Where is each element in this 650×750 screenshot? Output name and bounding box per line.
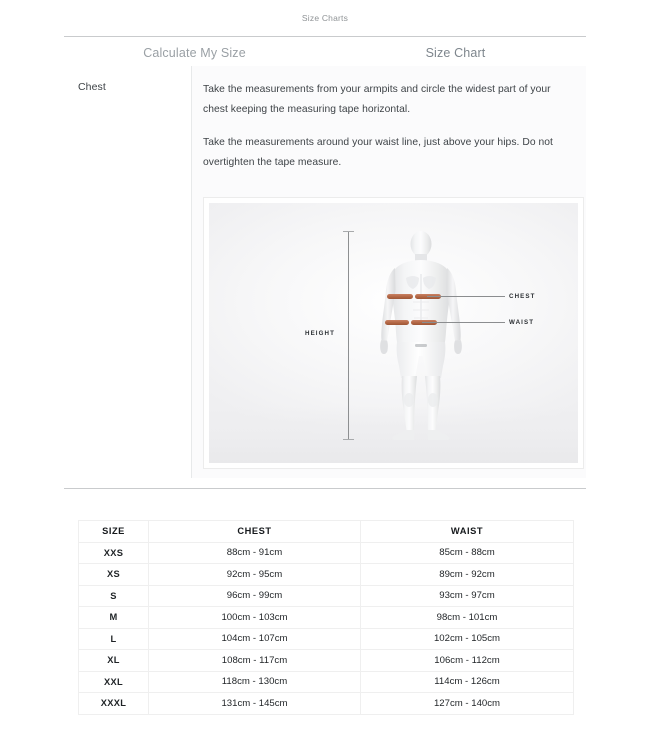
tab-size-chart[interactable]: Size Chart — [325, 37, 586, 69]
cell-chest: 118cm - 130cm — [149, 671, 361, 693]
cell-waist: 89cm - 92cm — [361, 564, 574, 586]
cell-chest: 100cm - 103cm — [149, 607, 361, 629]
cell-size: S — [79, 585, 149, 607]
cell-size: M — [79, 607, 149, 629]
waist-callout-line — [422, 322, 505, 323]
cell-size: XXXL — [79, 693, 149, 715]
cell-size: XS — [79, 564, 149, 586]
tab-bar — [64, 36, 586, 69]
table-row — [79, 693, 574, 715]
column-header-size: SIZE — [79, 521, 149, 543]
measurement-sidebar — [64, 66, 192, 478]
cell-waist: 85cm - 88cm — [361, 542, 574, 564]
waist-instruction-text: Take the measurements around your waist line, just above your hips. Do not overtighten the tape measure. — [203, 137, 553, 169]
cell-size: XXL — [79, 671, 149, 693]
cell-size: L — [79, 628, 149, 650]
measurement-diagram — [203, 197, 584, 469]
cell-waist: 106cm - 112cm — [361, 650, 574, 672]
table-row — [79, 650, 574, 672]
mannequin-figure — [209, 203, 578, 463]
tab-calculate-my-size[interactable]: Calculate My Size — [64, 37, 325, 69]
column-header-waist: WAIST — [361, 521, 574, 543]
table-row — [79, 542, 574, 564]
height-measure-line — [348, 231, 349, 439]
height-cap-bottom-icon — [343, 439, 354, 440]
chest-callout-line — [427, 296, 505, 297]
cell-size: XL — [79, 650, 149, 672]
table-body — [79, 542, 574, 714]
cell-chest: 96cm - 99cm — [149, 585, 361, 607]
waist-callout-label: WAIST — [509, 319, 535, 326]
measurement-instructions — [192, 66, 586, 478]
cell-waist: 93cm - 97cm — [361, 585, 574, 607]
section-divider — [64, 488, 586, 489]
content-panel — [64, 66, 586, 478]
cell-waist: 127cm - 140cm — [361, 693, 574, 715]
sidebar-item-chest[interactable] — [74, 81, 191, 93]
cell-chest: 92cm - 95cm — [149, 564, 361, 586]
waist-arrow-left-icon — [385, 320, 409, 325]
cell-waist: 98cm - 101cm — [361, 607, 574, 629]
cell-size: XXS — [79, 542, 149, 564]
chest-instruction-text: Take the measurements from your armpits and circle the widest part of your chest keeping the measuring tape horizontal. — [203, 84, 551, 116]
cell-waist: 102cm - 105cm — [361, 628, 574, 650]
chest-callout-label: CHEST — [509, 293, 536, 300]
column-header-chest: CHEST — [149, 521, 361, 543]
table-row — [79, 628, 574, 650]
cell-chest: 88cm - 91cm — [149, 542, 361, 564]
mannequin-icon — [361, 228, 481, 443]
size-chart-table — [78, 520, 574, 715]
page-title: Size Charts — [301, 13, 349, 23]
height-label: HEIGHT — [305, 330, 335, 337]
sidebar-item-label: Chest — [78, 81, 106, 93]
table-row — [79, 607, 574, 629]
table-row — [79, 671, 574, 693]
cell-chest: 108cm - 117cm — [149, 650, 361, 672]
table-row — [79, 564, 574, 586]
cell-chest: 104cm - 107cm — [149, 628, 361, 650]
cell-waist: 114cm - 126cm — [361, 671, 574, 693]
height-cap-top-icon — [343, 231, 354, 232]
table-row — [79, 585, 574, 607]
chest-arrow-left-icon — [387, 294, 413, 299]
cell-chest: 131cm - 145cm — [149, 693, 361, 715]
table-header-row — [79, 521, 574, 543]
